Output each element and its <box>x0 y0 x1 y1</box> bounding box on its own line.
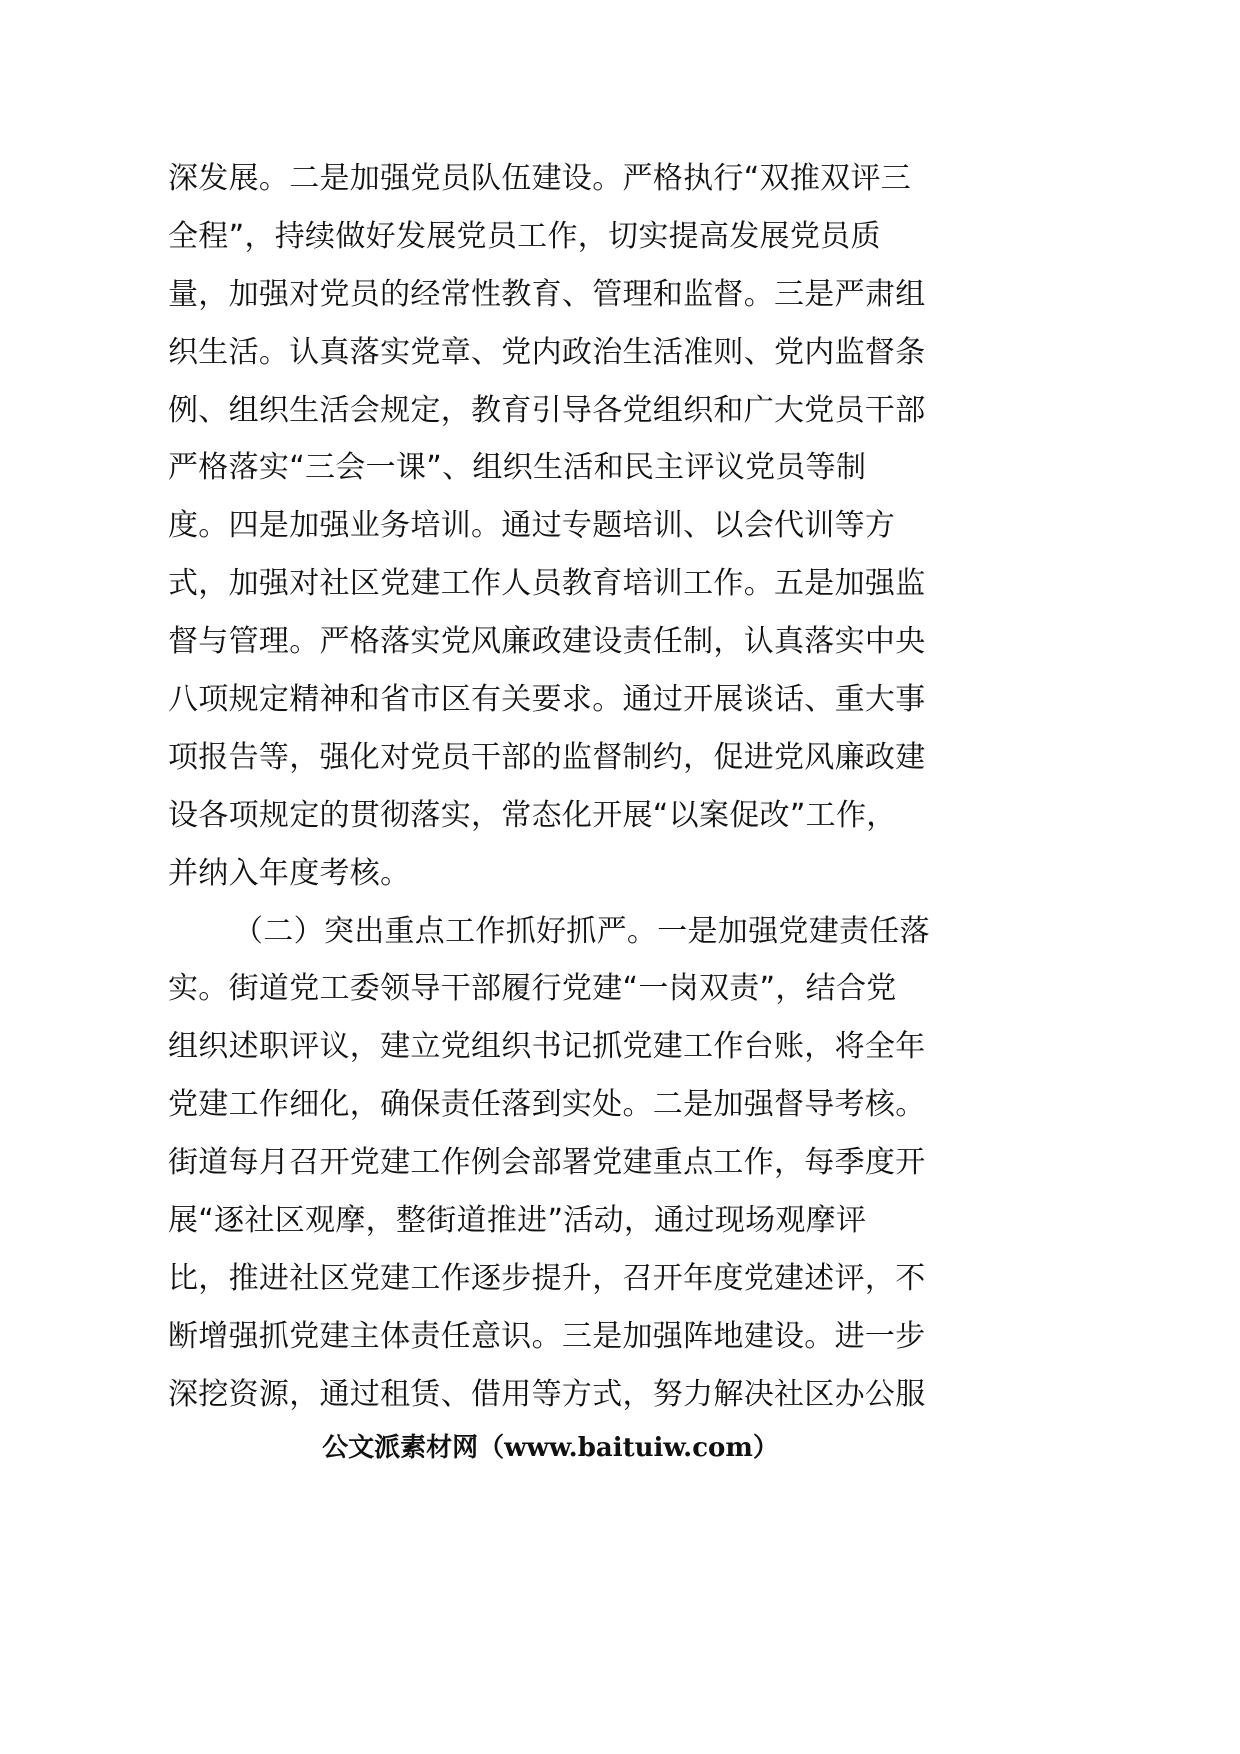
text-line: 度。四是加强业务培训。通过专题培训、以会代训等方 <box>168 508 896 544</box>
text-line: 督与管理。严格落实党风廉政建设责任制，认真落实中央 <box>168 624 926 660</box>
text-line: 深挖资源，通过租赁、借用等方式，努力解决社区办公服 <box>168 1376 926 1412</box>
text-line: 量，加强对党员的经常性教育、管理和监督。三是严肃组 <box>168 276 926 312</box>
text-line: 织生活。认真落实党章、党内政治生活准则、党内监督条 <box>168 334 926 370</box>
text-line: 展“逐社区观摩，整街道推进”活动，通过现场观摩评 <box>168 1203 867 1239</box>
text-line: 党建工作细化，确保责任落到实处。二是加强督导考核。 <box>168 1087 926 1123</box>
text-line: 街道每月召开党建工作例会部署党建重点工作，每季度开 <box>168 1145 926 1181</box>
text-line: 例、组织生活会规定，教育引导各党组织和广大党员干部 <box>168 392 926 428</box>
text-line: 八项规定精神和省市区有关要求。通过开展谈话、重大事 <box>168 682 926 718</box>
footer-watermark: 公文派素材网（www.baituiw.com） <box>322 1433 779 1463</box>
text-line: 严格落实“三会一课”、组织生活和民主评议党员等制 <box>168 450 867 486</box>
text-line: 组织述职评议，建立党组织书记抓党建工作台账，将全年 <box>168 1029 926 1065</box>
text-line: 并纳入年度考核。 <box>168 855 411 891</box>
text-line: 式，加强对社区党建工作人员教育培训工作。五是加强监 <box>168 566 926 602</box>
text-line: 设各项规定的贯彻落实，常态化开展“以案促改”工作， <box>168 797 897 833</box>
text-line: 比，推进社区党建工作逐步提升，召开年度党建述评，不 <box>168 1260 926 1296</box>
document-body <box>168 150 943 1424</box>
text-line: 断增强抓党建主体责任意识。三是加强阵地建设。进一步 <box>168 1318 926 1354</box>
text-line: 项报告等，强化对党员干部的监督制约，促进党风廉政建 <box>168 739 926 775</box>
text-line: 深发展。二是加强党员队伍建设。严格执行“双推双评三 <box>168 161 912 196</box>
text-line: 全程”，持续做好发展党员工作，切实提高发展党员质 <box>168 218 881 254</box>
section-heading-line: （二）突出重点工作抓好抓严。一是加强党建责任落 <box>233 913 930 949</box>
text-line: 实。街道党工委领导干部履行党建“一岗双责”，结合党 <box>168 971 897 1007</box>
